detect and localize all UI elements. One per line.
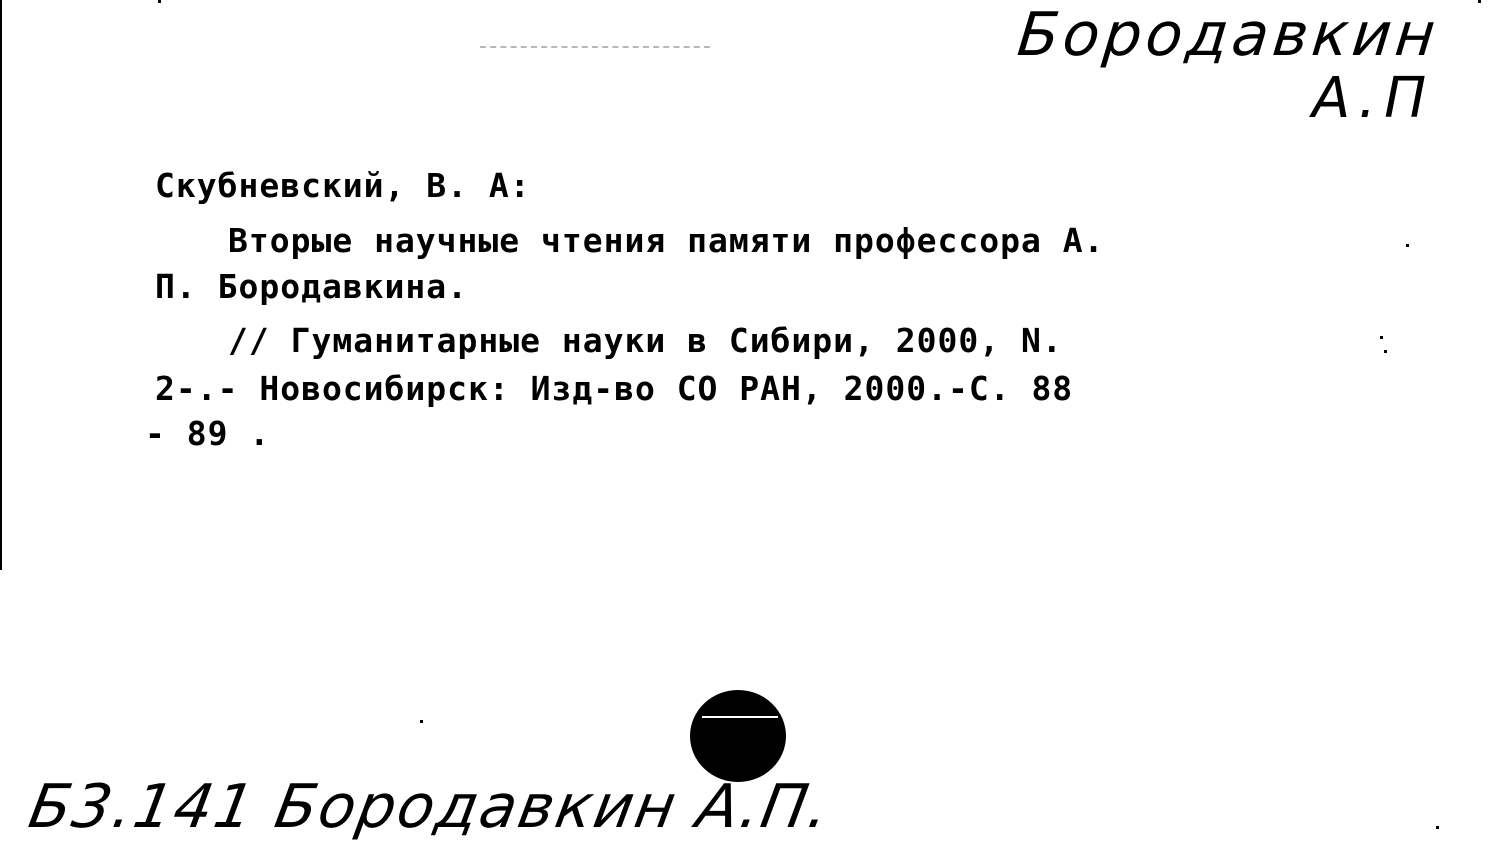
scan-speck [1406, 244, 1409, 247]
handwritten-surname-top: Бородавкин [1014, 0, 1443, 70]
top-dashed-mark [480, 46, 710, 50]
scan-speck [1384, 350, 1387, 353]
entry-source-line-1: // Гуманитарные науки в Сибири, 2000, N. [228, 321, 1063, 360]
entry-source-line-2: 2-.- Новосибирск: Изд-во СО РАН, 2000.-С. 88 [155, 369, 1074, 408]
scan-speck [1380, 336, 1383, 339]
punch-hole [690, 690, 786, 782]
scan-speck [1478, 0, 1481, 3]
entry-author: Скубневский, В. А: [155, 166, 531, 205]
handwritten-shelfmark-bottom: Б3.141 Бородавкин А.П. [23, 772, 837, 842]
scan-speck [158, 0, 161, 3]
entry-source-line-3: - 89 . [145, 414, 271, 453]
handwritten-initials-top: А.П [1312, 66, 1435, 131]
entry-title-line-1: Вторые научные чтения памяти профессора А. [228, 221, 1105, 260]
scan-speck [1436, 826, 1439, 829]
entry-title-line-2: П. Бородавкина. [155, 267, 469, 306]
scan-speck [420, 720, 423, 723]
card-left-edge [0, 0, 2, 570]
